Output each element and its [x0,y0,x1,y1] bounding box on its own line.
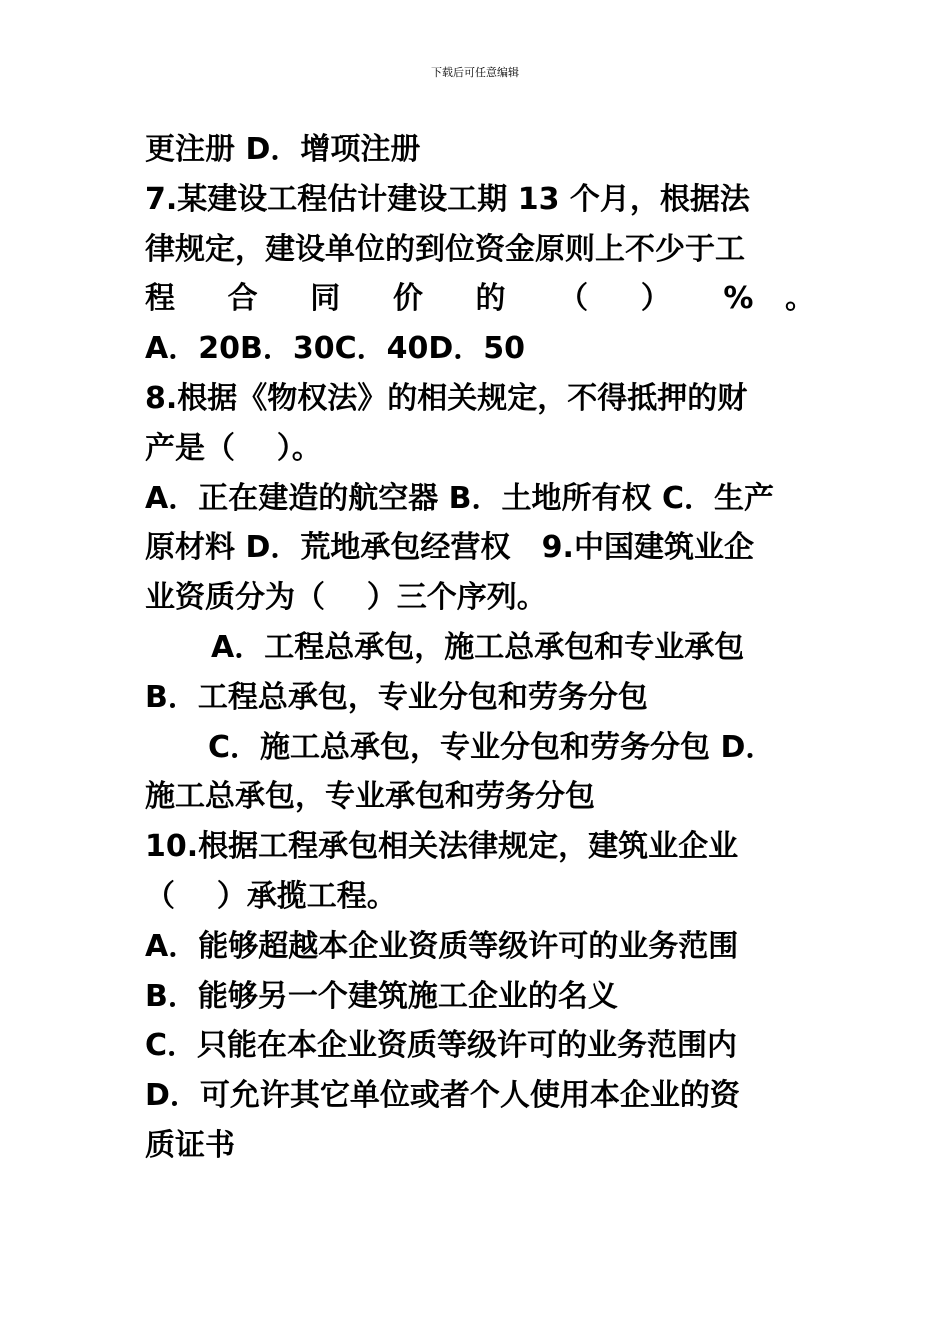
text-line: 产是（ ）。 [145,430,322,466]
question-7-options: A．20B．30C．40D．50 [145,331,525,367]
text-line: 质证书 [145,1127,235,1163]
document-body [145,125,815,1171]
question-10-option-a: A．能够超越本企业资质等级许可的业务范围 [145,928,739,964]
question-9-option-d: 施工总承包，专业承包和劳务分包 [145,779,595,815]
header-note: 下载后可任意编辑 [431,66,519,79]
question-9-option-c: C．施工总承包，专业分包和劳务分包 D． [208,729,776,765]
question-10-line: 10.根据工程承包相关法律规定，建筑业企业 [145,829,739,865]
text-line-justified: 程 合 同 价 的 （ ） % 。 [145,281,815,317]
question-10-option-b: B．能够另一个建筑施工企业的名义 [145,978,618,1014]
question-10-option-c: C．只能在本企业资质等级许可的业务范围内 [145,1028,738,1064]
question-9-option-b: B．工程总承包，专业分包和劳务分包 [145,679,648,715]
question-8-options: A．正在建造的航空器 B．土地所有权 C．生产 [145,480,774,516]
page-header [0,66,950,80]
text-line: 更注册 D．增项注册 [145,132,421,167]
question-10-option-d: D．可允许其它单位或者个人使用本企业的资 [145,1078,740,1114]
text-line: 原材料 D．荒地承包经营权 9.中国建筑业企 [145,530,754,566]
question-8-line: 8.根据《物权法》的相关规定，不得抵押的财 [145,380,748,416]
question-9-line: 业资质分为（ ）三个序列。 [145,580,547,616]
question-7-line: 7.某建设工程估计建设工期 13 个月，根据法 [145,181,750,217]
text-line: 律规定，建设单位的到位资金原则上不少于工 [145,231,745,267]
question-9-option-a: A．工程总承包，施工总承包和专业承包 [211,629,745,665]
text-line: （ ）承揽工程。 [145,878,397,914]
